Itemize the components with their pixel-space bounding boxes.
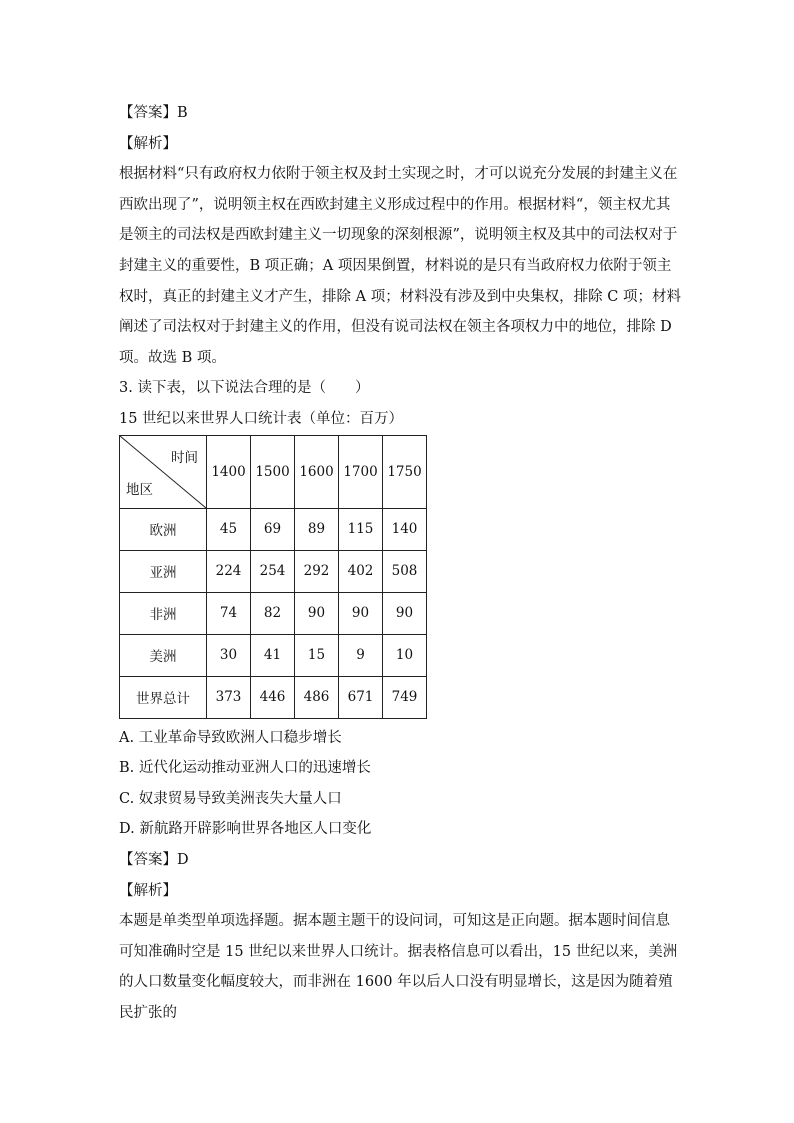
value-cell: 45 <box>207 508 251 550</box>
table-corner-cell <box>120 435 207 508</box>
option-d: D. 新航路开辟影响世界各地区人口变化 <box>119 821 372 838</box>
table-header-row <box>120 435 427 508</box>
value-cell: 254 <box>251 550 295 592</box>
region-cell: 亚洲 <box>120 550 207 592</box>
value-cell: 15 <box>295 634 339 676</box>
q3-analysis-label: 【解析】 <box>119 882 177 899</box>
value-cell: 9 <box>339 634 383 676</box>
value-cell: 10 <box>383 634 427 676</box>
table-row <box>120 676 427 718</box>
option-c: C. 奴隶贸易导致美洲丧失大量人口 <box>119 790 342 807</box>
q2-analysis-text: 根据材料“只有政府权力依附于领主权及封土实现之时，才可以说充分发展的封建主义在西欧出现了”，说明领主权在西欧封建主义形成过程中的作用。根据材料“，领主权尤其是领主的司法权是西欧封建主义一切现象的深刻根源”，说明领主权及其中的司法权对于封建主义的重要性，B 项正确；A 项因果倒置，材料说的是只有当政府权力依附于领主权时，真正的封建主义才产生，排除 A 项；材料没有涉及到中央集权，排除 C 项；材料阐述了司法权对于封建主义的作用，但没有说司法权在领主各项权力中的地位，排除 D 项。故选 B 项。 <box>119 166 681 366</box>
region-cell: 美洲 <box>120 634 207 676</box>
document-body <box>119 98 681 1028</box>
option-b: B. 近代化运动推动亚洲人口的迅速增长 <box>119 760 371 777</box>
value-cell: 69 <box>251 508 295 550</box>
q2-analysis-label: 【解析】 <box>119 135 177 152</box>
table-row <box>120 592 427 634</box>
value-cell: 90 <box>383 592 427 634</box>
value-cell: 90 <box>339 592 383 634</box>
value-cell: 446 <box>251 676 295 718</box>
q2-answer: 【答案】B <box>119 105 188 121</box>
option-a: A. 工业革命导致欧洲人口稳步增长 <box>119 729 342 746</box>
population-table <box>119 435 427 719</box>
q3-stem: 3. 读下表，以下说法合理的是（ ） <box>119 380 370 397</box>
region-cell: 世界总计 <box>120 676 207 718</box>
year-header: 1500 <box>251 435 295 508</box>
value-cell: 115 <box>339 508 383 550</box>
corner-label-time: 时间 <box>171 449 198 466</box>
q3-analysis-text: 本题是单类型单项选择题。据本题主题干的设问词，可知这是正向题。据本题时间信息可知准确时空是 15 世纪以来世界人口统计。据表格信息可以看出，15 世纪以来，美洲的人口数量变化幅度较大，而非洲在 1600 年以后人口没有明显增长，这是因为随着殖民扩张的 <box>119 913 678 1021</box>
value-cell: 89 <box>295 508 339 550</box>
value-cell: 749 <box>383 676 427 718</box>
value-cell: 30 <box>207 634 251 676</box>
year-header: 1600 <box>295 435 339 508</box>
value-cell: 508 <box>383 550 427 592</box>
value-cell: 140 <box>383 508 427 550</box>
table-row <box>120 550 427 592</box>
value-cell: 82 <box>251 592 295 634</box>
value-cell: 292 <box>295 550 339 592</box>
value-cell: 224 <box>207 550 251 592</box>
value-cell: 486 <box>295 676 339 718</box>
table-row <box>120 634 427 676</box>
table-row <box>120 508 427 550</box>
region-cell: 欧洲 <box>120 508 207 550</box>
region-cell: 非洲 <box>120 592 207 634</box>
value-cell: 671 <box>339 676 383 718</box>
value-cell: 402 <box>339 550 383 592</box>
value-cell: 41 <box>251 634 295 676</box>
value-cell: 90 <box>295 592 339 634</box>
year-header: 1750 <box>383 435 427 508</box>
value-cell: 74 <box>207 592 251 634</box>
corner-label-region: 地区 <box>126 481 153 498</box>
q3-table-title: 15 世纪以来世界人口统计表（单位：百万） <box>119 410 404 427</box>
year-header: 1400 <box>207 435 251 508</box>
q3-answer: 【答案】D <box>119 851 189 868</box>
value-cell: 373 <box>207 676 251 718</box>
year-header: 1700 <box>339 435 383 508</box>
